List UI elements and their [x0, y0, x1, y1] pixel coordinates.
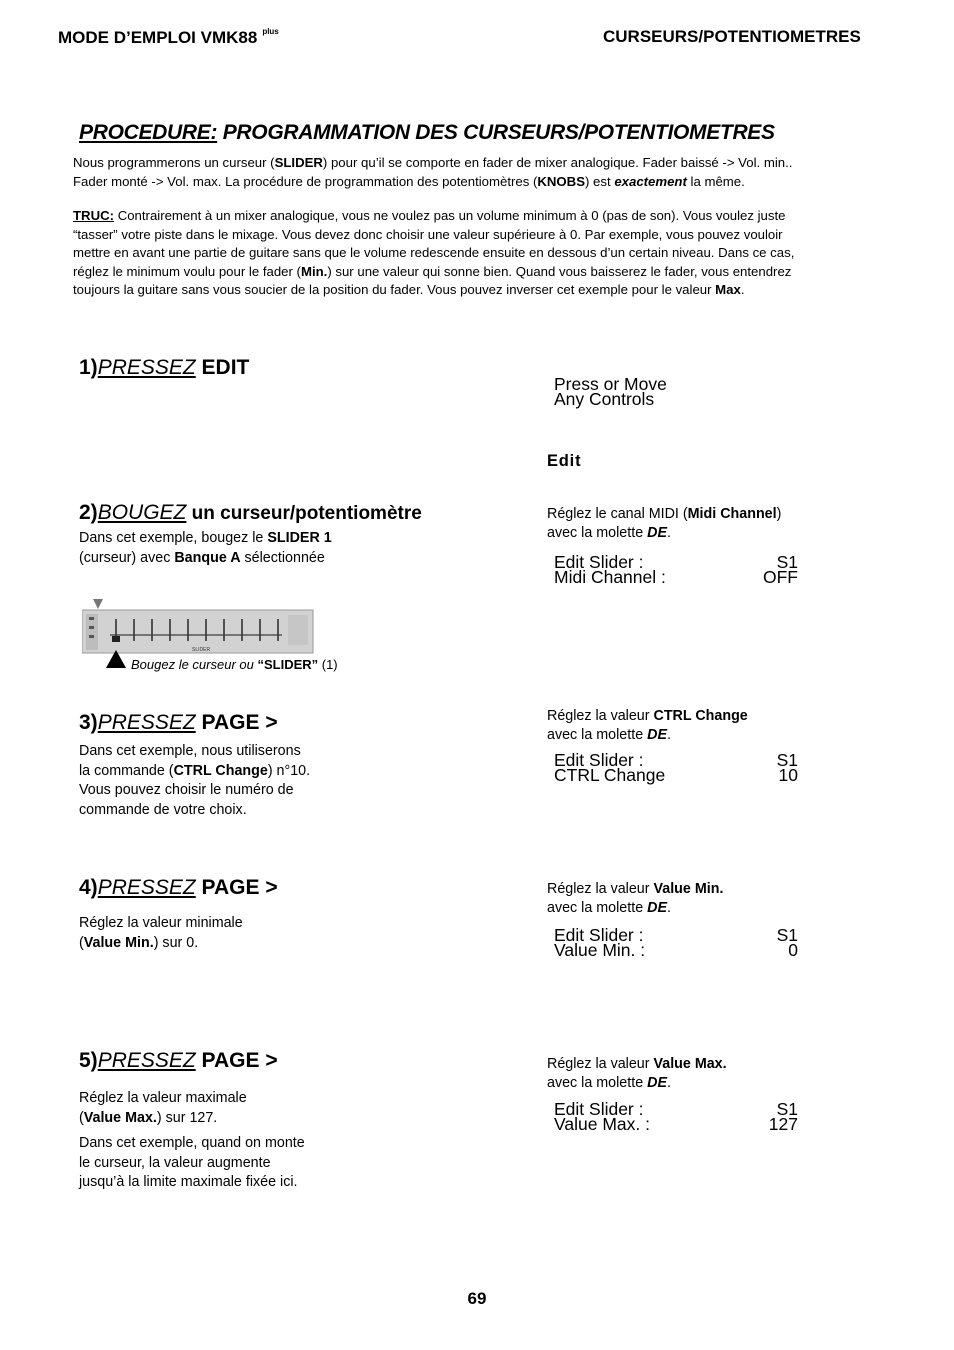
- text: Nous programmerons un curseur (: [73, 155, 275, 170]
- page-number: 69: [467, 1289, 487, 1308]
- text: avec la molette: [547, 727, 648, 743]
- desc-line: Réglez la valeur minimale: [79, 915, 243, 931]
- procedure-title: PROGRAMMATION DES CURSEURS/POTENTIOMETRES: [217, 121, 775, 144]
- step-verb: PRESSEZ: [97, 356, 196, 379]
- tip-line: [73, 263, 794, 282]
- step-2-description: [79, 529, 332, 568]
- lcd-value: S1: [776, 750, 798, 770]
- lcd-display-4: [554, 925, 798, 960]
- text: Réglez la valeur: [547, 1056, 654, 1072]
- text: ): [776, 506, 782, 522]
- lcd-display-3: [554, 750, 798, 785]
- step-2-heading: [79, 501, 422, 525]
- desc-line: [79, 762, 310, 782]
- desc-line: commande de votre choix.: [79, 801, 247, 818]
- step-number: 5): [79, 1049, 98, 1072]
- text: ) n°10.: [267, 762, 311, 779]
- step-number: 4): [79, 876, 98, 899]
- pointer-arrow-icon: [105, 649, 127, 678]
- keyword: SLIDER 1: [267, 530, 332, 546]
- text: sélectionnée: [240, 549, 325, 566]
- step-3-instruction: [547, 707, 748, 745]
- lcd-text: Value Max. :: [554, 1114, 650, 1134]
- lcd-line: [554, 940, 798, 960]
- text: Bougez le curseur ou: [131, 657, 258, 672]
- step-action: PAGE >: [195, 711, 278, 734]
- lcd-line: [554, 567, 798, 587]
- tip-label: TRUC:: [73, 208, 115, 223]
- step-4-heading: [79, 876, 278, 900]
- lcd-value: S1: [776, 552, 798, 572]
- desc-line: Dans cet exemple, nous utiliserons: [79, 743, 301, 759]
- keyword: Value Max.: [83, 1109, 157, 1126]
- lcd-display-1: [554, 374, 798, 409]
- step-verb: BOUGEZ: [97, 501, 187, 524]
- lcd-display-5: [554, 1099, 798, 1134]
- keyword: DE: [647, 900, 668, 916]
- tip-line: mettre en avant une partie de guitare sans que le volume redescende ensuite en dessous d’un certain niveau. Dans ce cas,: [73, 245, 795, 260]
- lcd-value: OFF: [763, 567, 798, 587]
- step-action: un curseur/potentiomètre: [186, 503, 422, 524]
- header-left: [58, 27, 279, 48]
- slider-panel-icon: [82, 597, 314, 657]
- lcd-text: Midi Channel :: [554, 567, 666, 587]
- desc-line: [79, 1109, 305, 1129]
- desc-line: [79, 934, 243, 954]
- text: avec la molette: [547, 525, 648, 541]
- step-5-instruction: [547, 1055, 727, 1093]
- keyword: Value Max.: [653, 1056, 727, 1072]
- step-4-description: [79, 914, 243, 953]
- lcd-line: Press or Move: [554, 374, 667, 394]
- keyword-slider: SLIDER: [274, 155, 323, 170]
- procedure-label: PROCEDURE:: [79, 121, 218, 144]
- step-5-description: [79, 1089, 305, 1193]
- text: ) sur 0.: [153, 934, 199, 951]
- step-3-heading: [79, 711, 278, 735]
- keyword: CTRL Change: [653, 708, 748, 724]
- lcd-text: Edit Slider :: [554, 552, 644, 572]
- keyword-max: Max: [715, 282, 741, 297]
- keyword: “SLIDER”: [257, 657, 319, 672]
- keyword: Value Min.: [653, 881, 724, 897]
- edit-label: Edit: [547, 452, 582, 470]
- text: Réglez la valeur: [547, 881, 654, 897]
- text: Réglez la valeur: [547, 708, 654, 724]
- keyword: DE: [647, 1075, 668, 1091]
- lcd-value: 10: [778, 765, 798, 785]
- desc-line: le curseur, la valeur augmente: [79, 1154, 271, 1171]
- inst-line: [547, 524, 781, 543]
- text: (: [79, 1109, 84, 1126]
- desc-line: jusqu’à la limite maximale fixée ici.: [79, 1174, 298, 1190]
- text: la commande (: [79, 762, 174, 779]
- slider-panel-illustration: [82, 597, 314, 657]
- inst-line: [547, 880, 723, 899]
- desc-line: Dans cet exemple, quand on monte: [79, 1135, 305, 1151]
- intro-line: [73, 173, 792, 192]
- text: toujours la guitare sans vous soucier de la position du fader. Vous pouvez inverser cet exemple pour le valeur: [73, 282, 716, 297]
- step-action: PAGE >: [195, 876, 278, 899]
- lcd-value: S1: [776, 925, 798, 945]
- text: .: [667, 727, 671, 743]
- text: ) sur 127.: [156, 1109, 218, 1126]
- text: (: [79, 934, 84, 951]
- keyword: DE: [647, 727, 668, 743]
- text: .: [667, 525, 671, 541]
- step-3-description: [79, 742, 310, 820]
- text: ) pour qu’il se comporte en fader de mixer analogique. Fader baissé -> Vol. min..: [322, 155, 793, 170]
- step-1-heading: [79, 356, 249, 380]
- text: Contrairement à un mixer analogique, vous ne voulez pas un volume minimum à 0 (pas de son). Vous voulez juste: [114, 208, 786, 223]
- lcd-value: 127: [768, 1114, 798, 1134]
- text: Fader monté -> Vol. max. La procédure de programmation des potentiomètres (: [73, 173, 538, 189]
- lcd-text: Value Min. :: [554, 940, 646, 960]
- section-title: CURSEURS/POTENTIOMETRES: [603, 27, 861, 46]
- step-4-instruction: [547, 880, 723, 918]
- keyword: CTRL Change: [173, 762, 268, 779]
- step-number: 1): [79, 356, 98, 379]
- text: .: [740, 282, 745, 297]
- lcd-text: Edit Slider :: [554, 1099, 644, 1119]
- image-caption: [131, 657, 338, 672]
- lcd-line: [554, 1114, 798, 1134]
- inst-line: [547, 1074, 727, 1093]
- intro-paragraph: [73, 154, 792, 191]
- step-number: 2): [79, 501, 98, 524]
- manual-title-sup: plus: [262, 27, 279, 36]
- lcd-line: [554, 765, 798, 785]
- lcd-text: Edit Slider :: [554, 925, 644, 945]
- text: ) est: [585, 173, 615, 189]
- step-action: EDIT: [195, 356, 250, 379]
- inst-line: [547, 707, 748, 726]
- text: ) sur une valeur qui sonne bien. Quand vous baisserez le fader, vous entendrez: [327, 263, 792, 279]
- text: .: [667, 900, 671, 916]
- desc-line: Réglez la valeur maximale: [79, 1090, 247, 1106]
- desc-line: Vous pouvez choisir le numéro de: [79, 782, 294, 798]
- text: réglez le minimum voulu pour le fader (: [73, 263, 301, 279]
- step-verb: PRESSEZ: [97, 711, 196, 734]
- lcd-value: 0: [788, 940, 798, 960]
- keyword: Banque A: [174, 549, 241, 566]
- text: la même.: [686, 173, 745, 189]
- keyword-min: Min.: [300, 263, 328, 279]
- lcd-value: S1: [776, 1099, 798, 1119]
- inst-line: [547, 899, 723, 918]
- tip-line: “tasser” votre piste dans le mixage. Vous devez donc choisir une valeur supérieure à 0. Par exemple, vous pouvez vouloir: [73, 226, 783, 242]
- text: (1): [318, 657, 338, 672]
- text: avec la molette: [547, 1075, 648, 1091]
- text: .: [667, 1075, 671, 1091]
- keyword: Midi Channel: [687, 506, 777, 522]
- step-2-instruction: [547, 505, 781, 543]
- lcd-text: Edit Slider :: [554, 750, 644, 770]
- text: Dans cet exemple, bougez le: [79, 530, 268, 546]
- inst-line: [547, 505, 781, 524]
- step-number: 3): [79, 711, 98, 734]
- desc-line: [79, 529, 332, 549]
- keyword-knobs: KNOBS: [537, 173, 585, 189]
- desc-line: [79, 549, 332, 569]
- slider-panel-label: SLIDER: [192, 647, 211, 653]
- tip-line: [73, 281, 794, 300]
- lcd-display-2: [554, 552, 798, 587]
- text: Réglez le canal MIDI (: [547, 506, 688, 522]
- inst-line: [547, 726, 748, 745]
- lcd-text: CTRL Change: [554, 765, 666, 785]
- text: avec la molette: [547, 900, 648, 916]
- text: (curseur) avec: [79, 549, 175, 566]
- tip-paragraph: [73, 207, 794, 300]
- emphasis: exactement: [614, 173, 687, 189]
- procedure-heading: [79, 121, 775, 145]
- step-action: PAGE >: [195, 1049, 278, 1072]
- inst-line: [547, 1055, 727, 1074]
- lcd-line: Any Controls: [554, 389, 655, 409]
- step-verb: PRESSEZ: [97, 876, 196, 899]
- tip-line: [73, 207, 794, 226]
- keyword: Value Min.: [83, 934, 154, 951]
- intro-line: [73, 154, 792, 173]
- manual-title: MODE D’EMPLOI VMK88: [58, 28, 258, 47]
- step-verb: PRESSEZ: [97, 1049, 196, 1072]
- keyword: DE: [647, 525, 668, 541]
- step-5-heading: [79, 1049, 278, 1073]
